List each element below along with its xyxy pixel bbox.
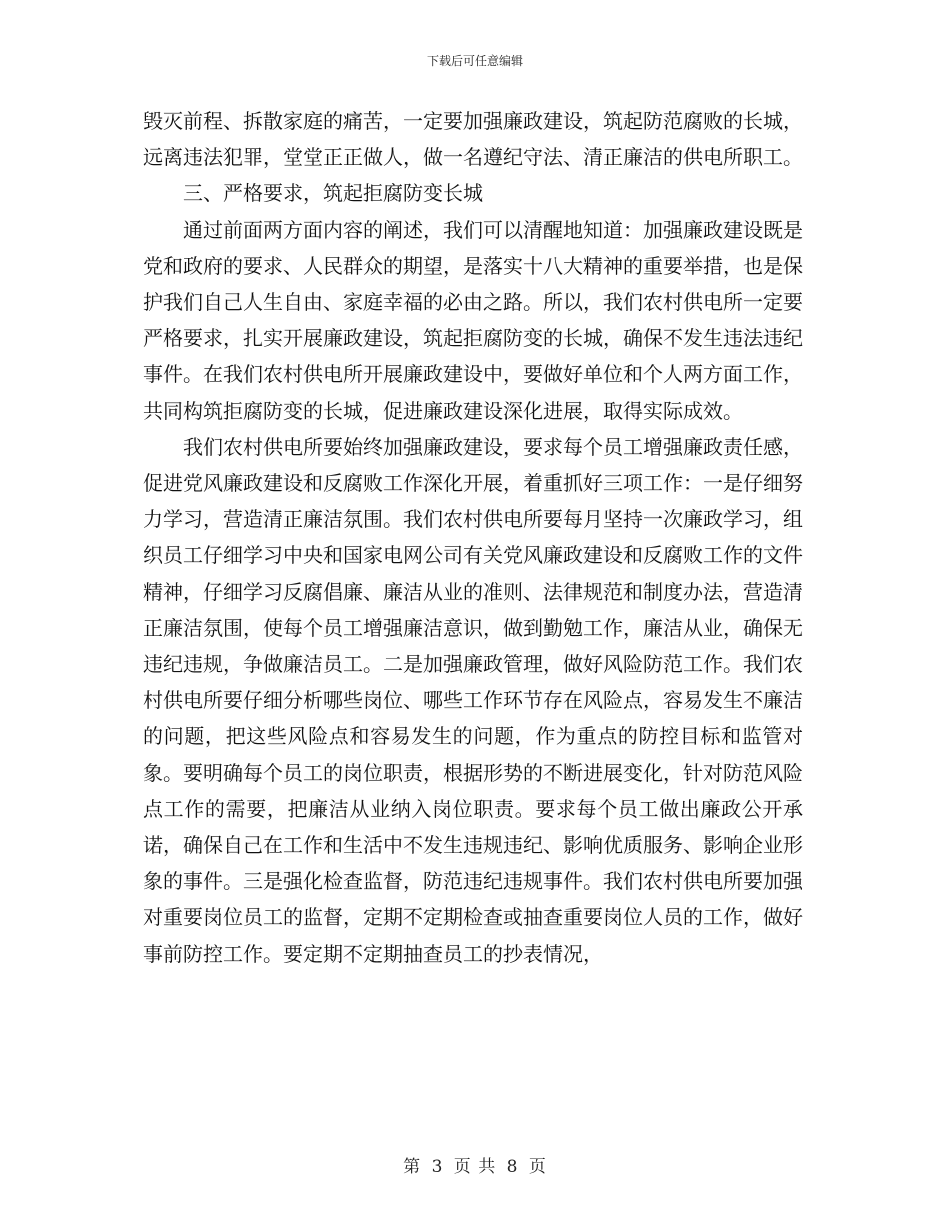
footer-page-number: 3 <box>431 1157 444 1177</box>
paragraph: 我们农村供电所要始终加强廉政建设，要求每个员工增强廉政责任感，促进党风廉政建设和反腐败工作深化开展，着重抓好三项工作：一是仔细努力学习，营造清正廉洁氛围。我们农村供电所要每月坚持一次廉政学习，组织员工仔细学习中央和国家电网公司有关党风廉政建设和反腐败工作的文件精神，仔细学习反腐倡廉、廉洁从业的准则、法律规范和制度办法，营造清正廉洁氛围，使每个员工增强廉洁意识，做到勤勉工作，廉洁从业，确保无违纪违规，争做廉洁员工。二是加强廉政管理，做好风险防范工作。我们农村供电所要仔细分析哪些岗位、哪些工作环节存在风险点，容易发生不廉洁的问题，把这些风险点和容易发生的问题，作为重点的防控目标和监管对象。要明确每个员工的岗位职责，根据形势的不断进展变化，针对防范风险点工作的需要，把廉洁从业纳入岗位职责。要求每个员工做出廉政公开承诺，确保自己在工作和生活中不发生违规违纪、影响优质服务、影响企业形象的事件。三是强化检查监督，防范违纪违规事件。我们农村供电所要加强对重要岗位员工的监督，定期不定期检查或抽查重要岗位人员的工作，做好事前防控工作。要定期不定期抽查员工的抄表情况， <box>143 434 803 966</box>
footer-middle: 页 共 <box>453 1157 497 1177</box>
paragraph-continuation: 毁灭前程、拆散家庭的痛苦，一定要加强廉政建设，筑起防范腐败的长城，远离违法犯罪，堂堂正正做人，做一名遵纪守法、清正廉洁的供电所职工。 <box>143 109 803 170</box>
paragraph: 通过前面两方面内容的阐述，我们可以清醒地知道：加强廉政建设既是党和政府的要求、人民群众的期望，是落实十八大精神的重要举措，也是保护我们自己人生自由、家庭幸福的必由之路。所以，我们农村供电所一定要严格要求，扎实开展廉政建设，筑起拒腐防变的长城，确保不发生违法违纪事件。在我们农村供电所开展廉政建设中，要做好单位和个人两方面工作，共同构筑拒腐防变的长城，促进廉政建设深化进展，取得实际成效。 <box>143 217 803 423</box>
page-number-footer <box>0 1152 950 1177</box>
footer-total-pages: 8 <box>506 1157 519 1177</box>
footer-prefix: 第 <box>403 1157 422 1177</box>
footer-suffix: 页 <box>528 1157 547 1177</box>
section-heading: 三、严格要求，筑起拒腐防变长城 <box>183 181 483 206</box>
document-body <box>143 103 803 972</box>
page-header-note: 下载后可任意编辑 <box>426 54 523 68</box>
